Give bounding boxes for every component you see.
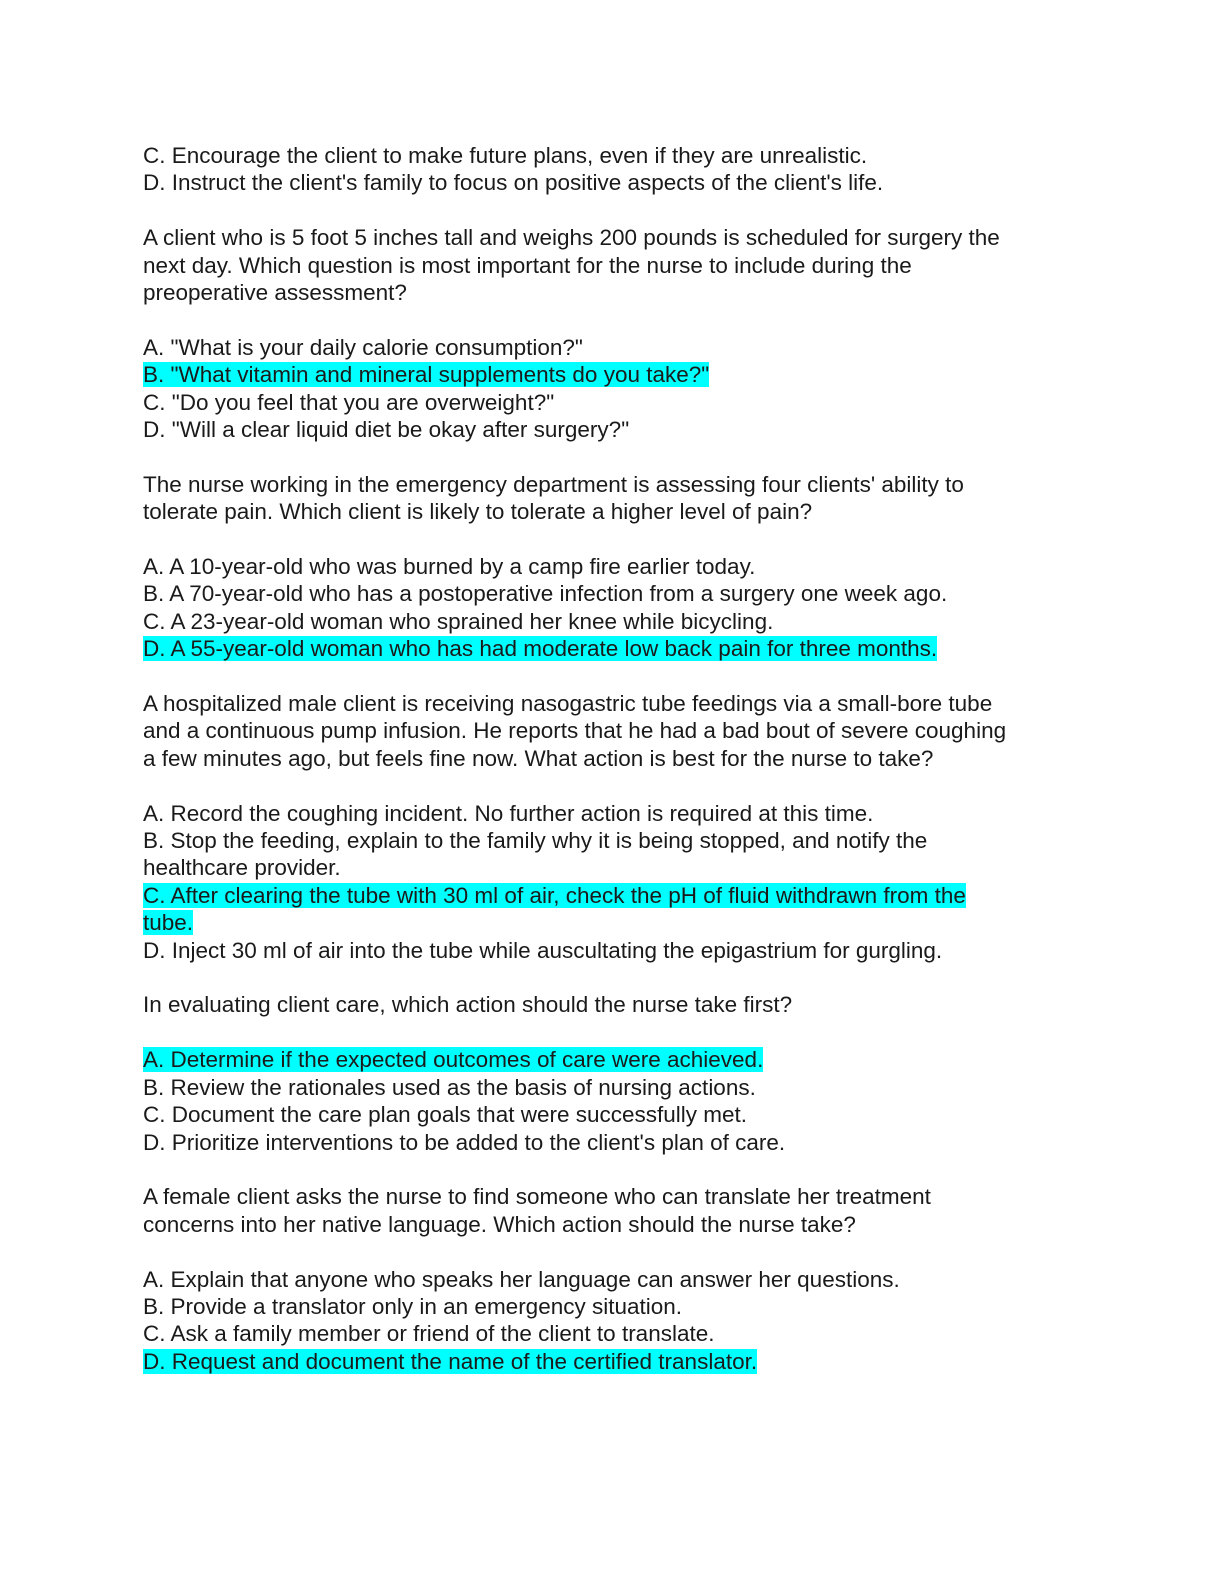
paragraph-spacer [143, 1019, 1083, 1046]
line-text: D. Instruct the client's family to focus on positive aspects of the client's life. [143, 170, 884, 196]
line-text: and a continuous pump infusion. He reports that he had a bad bout of severe coughing [143, 718, 1007, 744]
text-line [143, 690, 1083, 717]
line-text: A client who is 5 foot 5 inches tall and weighs 200 pounds is scheduled for surgery the [143, 225, 1000, 251]
highlighted-text-line [143, 882, 1083, 909]
line-text: The nurse working in the emergency department is assessing four clients' ability to [143, 471, 964, 497]
line-text: C. Encourage the client to make future plans, even if they are unrealistic. [143, 143, 868, 168]
line-text: C. Document the care plan goals that were successfully met. [143, 1102, 748, 1128]
line-text: tolerate pain. Which client is likely to tolerate a higher level of pain? [143, 499, 813, 525]
text-line [143, 1266, 1083, 1293]
text-line [143, 800, 1083, 827]
text-line [143, 1211, 1083, 1238]
text-line [143, 937, 1083, 964]
highlighted-answer: D. A 55-year-old woman who has had moderate low back pain for three months. [143, 636, 938, 662]
highlighted-text-line [143, 1046, 1083, 1073]
text-line [143, 252, 1083, 279]
paragraph-spacer [143, 772, 1083, 799]
line-text: D. "Will a clear liquid diet be okay after surgery?" [143, 417, 630, 443]
highlighted-answer: D. Request and document the name of the certified translator. [143, 1348, 758, 1374]
text-line [143, 389, 1083, 416]
line-text: B. Stop the feeding, explain to the family why it is being stopped, and notify the [143, 828, 928, 854]
line-text: D. Prioritize interventions to be added to the client's plan of care. [143, 1129, 786, 1155]
text-line [143, 169, 1083, 196]
text-line [143, 224, 1083, 251]
paragraph-spacer [143, 1156, 1083, 1183]
text-line [143, 1074, 1083, 1101]
text-line [143, 1293, 1083, 1320]
paragraph-spacer [143, 306, 1083, 333]
line-text: C. Ask a family member or friend of the client to translate. [143, 1321, 715, 1347]
line-text: next day. Which question is most important for the nurse to include during the [143, 252, 912, 278]
paragraph-spacer [143, 526, 1083, 553]
text-line [143, 854, 1083, 881]
line-text: D. Inject 30 ml of air into the tube while auscultating the epigastrium for gurgling. [143, 937, 943, 963]
highlighted-answer: C. After clearing the tube with 30 ml of air, check the pH of fluid withdrawn from the [143, 882, 966, 908]
paragraph-spacer [143, 443, 1083, 470]
highlighted-text-line [143, 1348, 1083, 1375]
line-text: concerns into her native language. Which action should the nurse take? [143, 1211, 856, 1237]
line-text: B. Review the rationales used as the basis of nursing actions. [143, 1074, 756, 1100]
text-line [143, 471, 1083, 498]
highlighted-text-line [143, 635, 1083, 662]
paragraph-spacer [143, 197, 1083, 224]
line-text: B. A 70-year-old who has a postoperative infection from a surgery one week ago. [143, 581, 948, 607]
line-text: A. Explain that anyone who speaks her language can answer her questions. [143, 1266, 900, 1292]
text-line [143, 608, 1083, 635]
text-line [143, 1129, 1083, 1156]
line-text: a few minutes ago, but feels fine now. What action is best for the nurse to take? [143, 745, 934, 771]
line-text: A. Record the coughing incident. No further action is required at this time. [143, 800, 874, 826]
document-body [143, 142, 1083, 1375]
paragraph-spacer [143, 964, 1083, 991]
line-text: A. "What is your daily calorie consumption?" [143, 334, 583, 360]
text-line [143, 553, 1083, 580]
text-line [143, 142, 1083, 169]
text-line [143, 991, 1083, 1018]
text-line [143, 580, 1083, 607]
text-line [143, 827, 1083, 854]
highlighted-answer: tube. [143, 910, 194, 936]
highlighted-answer: B. "What vitamin and mineral supplements do you take?" [143, 362, 710, 388]
text-line [143, 279, 1083, 306]
text-line [143, 717, 1083, 744]
text-line [143, 1183, 1083, 1210]
line-text: C. A 23-year-old woman who sprained her knee while bicycling. [143, 608, 774, 634]
line-text: B. Provide a translator only in an emergency situation. [143, 1293, 683, 1319]
line-text: A. A 10-year-old who was burned by a camp fire earlier today. [143, 554, 756, 580]
text-line [143, 1320, 1083, 1347]
line-text: A hospitalized male client is receiving nasogastric tube feedings via a small-bore tube [143, 691, 993, 717]
text-line [143, 498, 1083, 525]
line-text: C. "Do you feel that you are overweight?" [143, 389, 555, 415]
line-text: A female client asks the nurse to find someone who can translate her treatment [143, 1184, 931, 1210]
text-line [143, 334, 1083, 361]
line-text: healthcare provider. [143, 855, 341, 881]
paragraph-spacer [143, 1238, 1083, 1265]
text-line [143, 416, 1083, 443]
paragraph-spacer [143, 663, 1083, 690]
highlighted-answer: A. Determine if the expected outcomes of care were achieved. [143, 1047, 764, 1073]
text-line [143, 1101, 1083, 1128]
highlighted-text-line [143, 361, 1083, 388]
line-text: In evaluating client care, which action should the nurse take first? [143, 992, 793, 1018]
line-text: preoperative assessment? [143, 280, 407, 306]
highlighted-text-line [143, 909, 1083, 936]
text-line [143, 745, 1083, 772]
